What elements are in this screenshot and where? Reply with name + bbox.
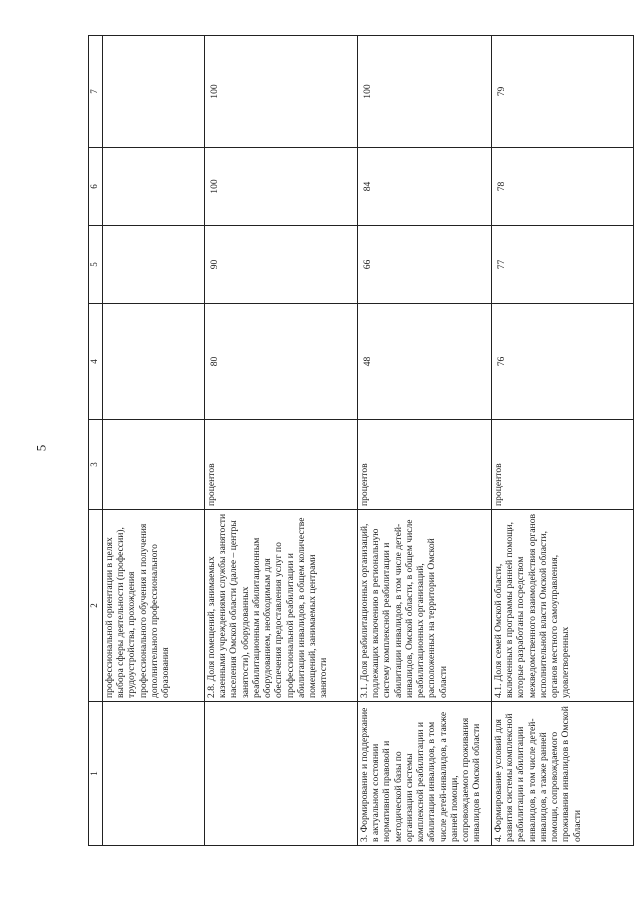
- table-row: [205, 36, 358, 846]
- value-cell: [103, 148, 205, 226]
- table-row: [358, 36, 492, 846]
- task-cell: [103, 702, 205, 846]
- rotated-table-page: [88, 36, 622, 846]
- value-cell: 77: [492, 226, 634, 304]
- col-num-6: 6: [89, 148, 103, 226]
- value-cell: 100: [205, 148, 358, 226]
- indicator-cell: профессиональной ориентации в целях выбора сферы деятельности (профессии), трудоустройства, прохождения профессионального обучения и получения дополнительного профессионального образования: [103, 510, 205, 702]
- indicator-cell: 3.1. Доля реабилитационных организаций, подлежащих включению в региональную систему комплексной реабилитации и абилитации инвалидов, в том числе детей-инвалидов, Омской области, в общем числе реабилитационных организаций, расположенных на территории Омской области: [358, 510, 492, 702]
- table-row: [492, 36, 634, 846]
- value-cell: [103, 304, 205, 420]
- indicator-cell: 4.1. Доля семей Омской области, включенных в программы ранней помощи, которые разработаны посредством межведомственного взаимодействия органов исполнительной власти Омской области, органов местного самоуправления, удовлетворенных: [492, 510, 634, 702]
- column-number-row: [89, 36, 103, 846]
- value-cell: 66: [358, 226, 492, 304]
- task-cell: 4. Формирование условий для развития системы комплексной реабилитации и абилитации инвалидов, в том числе детей-инвалидов, а также ранней помощи, сопровождаемого проживания инвалидов в Омской области: [492, 702, 634, 846]
- col-num-4: 4: [89, 304, 103, 420]
- col-num-5: 5: [89, 226, 103, 304]
- unit-cell: процентов: [358, 420, 492, 510]
- col-num-2: 2: [89, 510, 103, 702]
- value-cell: 79: [492, 36, 634, 148]
- col-num-3: 3: [89, 420, 103, 510]
- value-cell: 90: [205, 226, 358, 304]
- unit-cell: процентов: [492, 420, 634, 510]
- indicators-table: [88, 35, 634, 846]
- task-cell: 3. Формирование и поддержание в актуальном состоянии нормативной правовой и методической базы по организации системы комплексной реабилитации и абилитации инвалидов, в том числе детей-инвалидов, а также ранней помощи, сопровождаемого проживания инвалидов в Омской области: [358, 702, 492, 846]
- unit-cell: процентов: [205, 420, 358, 510]
- page-number: 5: [33, 444, 49, 452]
- value-cell: 76: [492, 304, 634, 420]
- value-cell: [103, 226, 205, 304]
- table-row: [103, 36, 205, 846]
- value-cell: 48: [358, 304, 492, 420]
- value-cell: 84: [358, 148, 492, 226]
- unit-cell: [103, 420, 205, 510]
- col-num-7: 7: [89, 36, 103, 148]
- value-cell: 80: [205, 304, 358, 420]
- col-num-1: 1: [89, 702, 103, 846]
- value-cell: 100: [205, 36, 358, 148]
- task-cell: [205, 702, 358, 846]
- value-cell: 78: [492, 148, 634, 226]
- value-cell: 100: [358, 36, 492, 148]
- indicator-cell: 2.8. Доля помещений, занимаемых казенными учреждениями службы занятости населения Омской области (далее – центры занятости), оборудованных реабилитационным и абилитационным оборудованием, необходимым для обеспечения предоставления услуг по профессиональной реабилитации и абилитации инвалидов, в общем количестве помещений, занимаемых центрами занятости: [205, 510, 358, 702]
- value-cell: [103, 36, 205, 148]
